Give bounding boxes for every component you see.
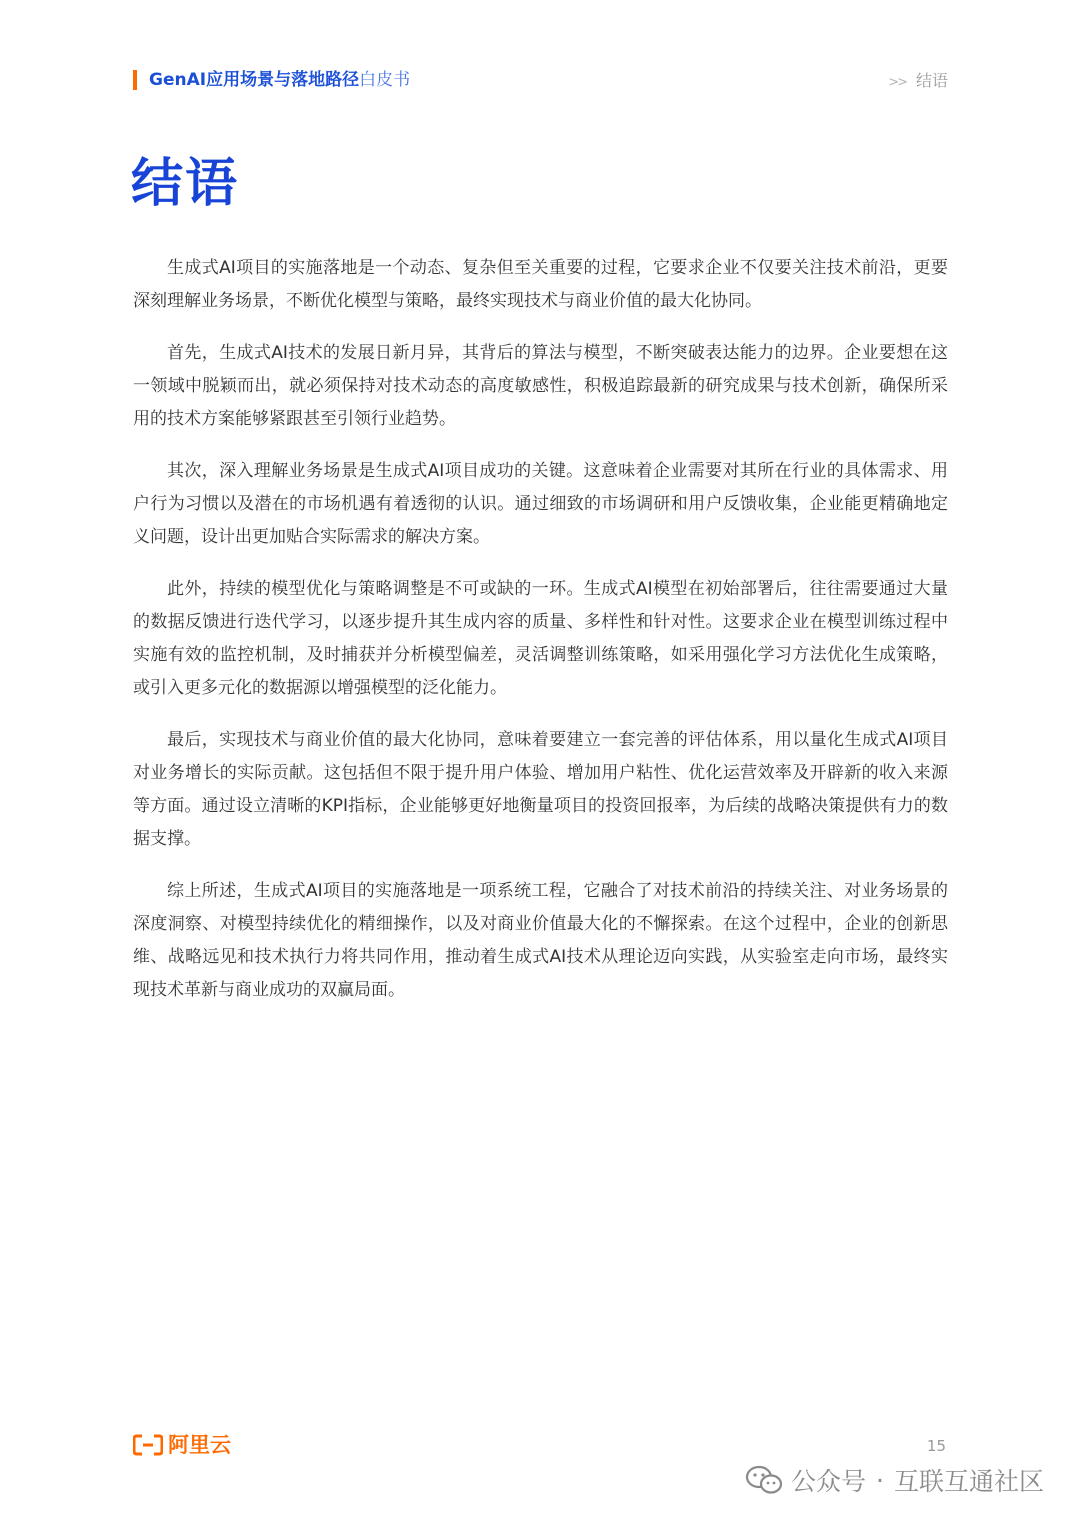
aliyun-logo-text: 阿里云 <box>168 1433 231 1457</box>
aliyun-logo <box>133 1430 231 1460</box>
double-chevron-right-icon: >> <box>888 75 906 90</box>
document-title-primary: GenAI应用场景与落地路径 <box>149 70 360 90</box>
page-title: 结语 <box>131 154 240 214</box>
wechat-watermark <box>745 1462 1044 1498</box>
paragraph: 生成式AI项目的实施落地是一个动态、复杂但至关重要的过程，它要求企业不仅要关注技术前沿，更要深刻理解业务场景，不断优化模型与策略，最终实现技术与商业价值的最大化协同。 <box>133 258 948 311</box>
paragraph: 其次，深入理解业务场景是生成式AI项目成功的关键。这意味着企业需要对其所在行业的具体需求、用户行为习惯以及潜在的市场机遇有着透彻的认识。通过细致的市场调研和用户反馈收集，企业能更精确地定义问题，设计出更加贴合实际需求的解决方案。 <box>133 461 948 547</box>
watermark-separator: · <box>876 1465 884 1495</box>
wechat-icon <box>745 1464 783 1496</box>
aliyun-logo-icon <box>133 1434 163 1456</box>
page-number: 15 <box>926 1437 946 1455</box>
paragraph: 综上所述，生成式AI项目的实施落地是一项系统工程，它融合了对技术前沿的持续关注、对业务场景的深度洞察、对模型持续优化的精细操作，以及对商业价值最大化的不懈探索。在这个过程中，企业的创新思维、战略远见和技术执行力将共同作用，推动着生成式AI技术从理论迈向实践，从实验室走向市场，最终实现技术革新与商业成功的双赢局面。 <box>133 881 948 1000</box>
section-indicator <box>888 68 948 96</box>
paragraph: 首先，生成式AI技术的发展日新月异，其背后的算法与模型，不断突破表达能力的边界。企业要想在这一领域中脱颖而出，就必须保持对技术动态的高度敏感性，积极追踪最新的研究成果与技术创新，确保所采用的技术方案能够紧跟甚至引领行业趋势。 <box>133 343 948 429</box>
paragraph: 此外，持续的模型优化与策略调整是不可或缺的一环。生成式AI模型在初始部署后，往往需要通过大量的数据反馈进行迭代学习，以逐步提升其生成内容的质量、多样性和针对性。这要求企业在模型训练过程中实施有效的监控机制，及时捕获并分析模型偏差，灵活调整训练策略，如采用强化学习方法优化生成策略，或引入更多元化的数据源以增强模型的泛化能力。 <box>133 579 948 698</box>
paragraph: 最后，实现技术与商业价值的最大化协同，意味着要建立一套完善的评估体系，用以量化生成式AI项目对业务增长的实际贡献。这包括但不限于提升用户体验、增加用户粘性、优化运营效率及开辟新的收入来源等方面。通过设立清晰的KPI指标，企业能够更好地衡量项目的投资回报率，为后续的战略决策提供有力的数据支撑。 <box>133 730 948 849</box>
watermark-label: 公众号 <box>791 1467 867 1496</box>
watermark-name: 互联互通社区 <box>893 1467 1044 1496</box>
body-content <box>133 252 948 1026</box>
section-label: 结语 <box>915 71 948 90</box>
header-accent-bar <box>133 70 137 90</box>
document-title <box>149 67 410 93</box>
document-title-secondary: 白皮书 <box>359 70 411 90</box>
